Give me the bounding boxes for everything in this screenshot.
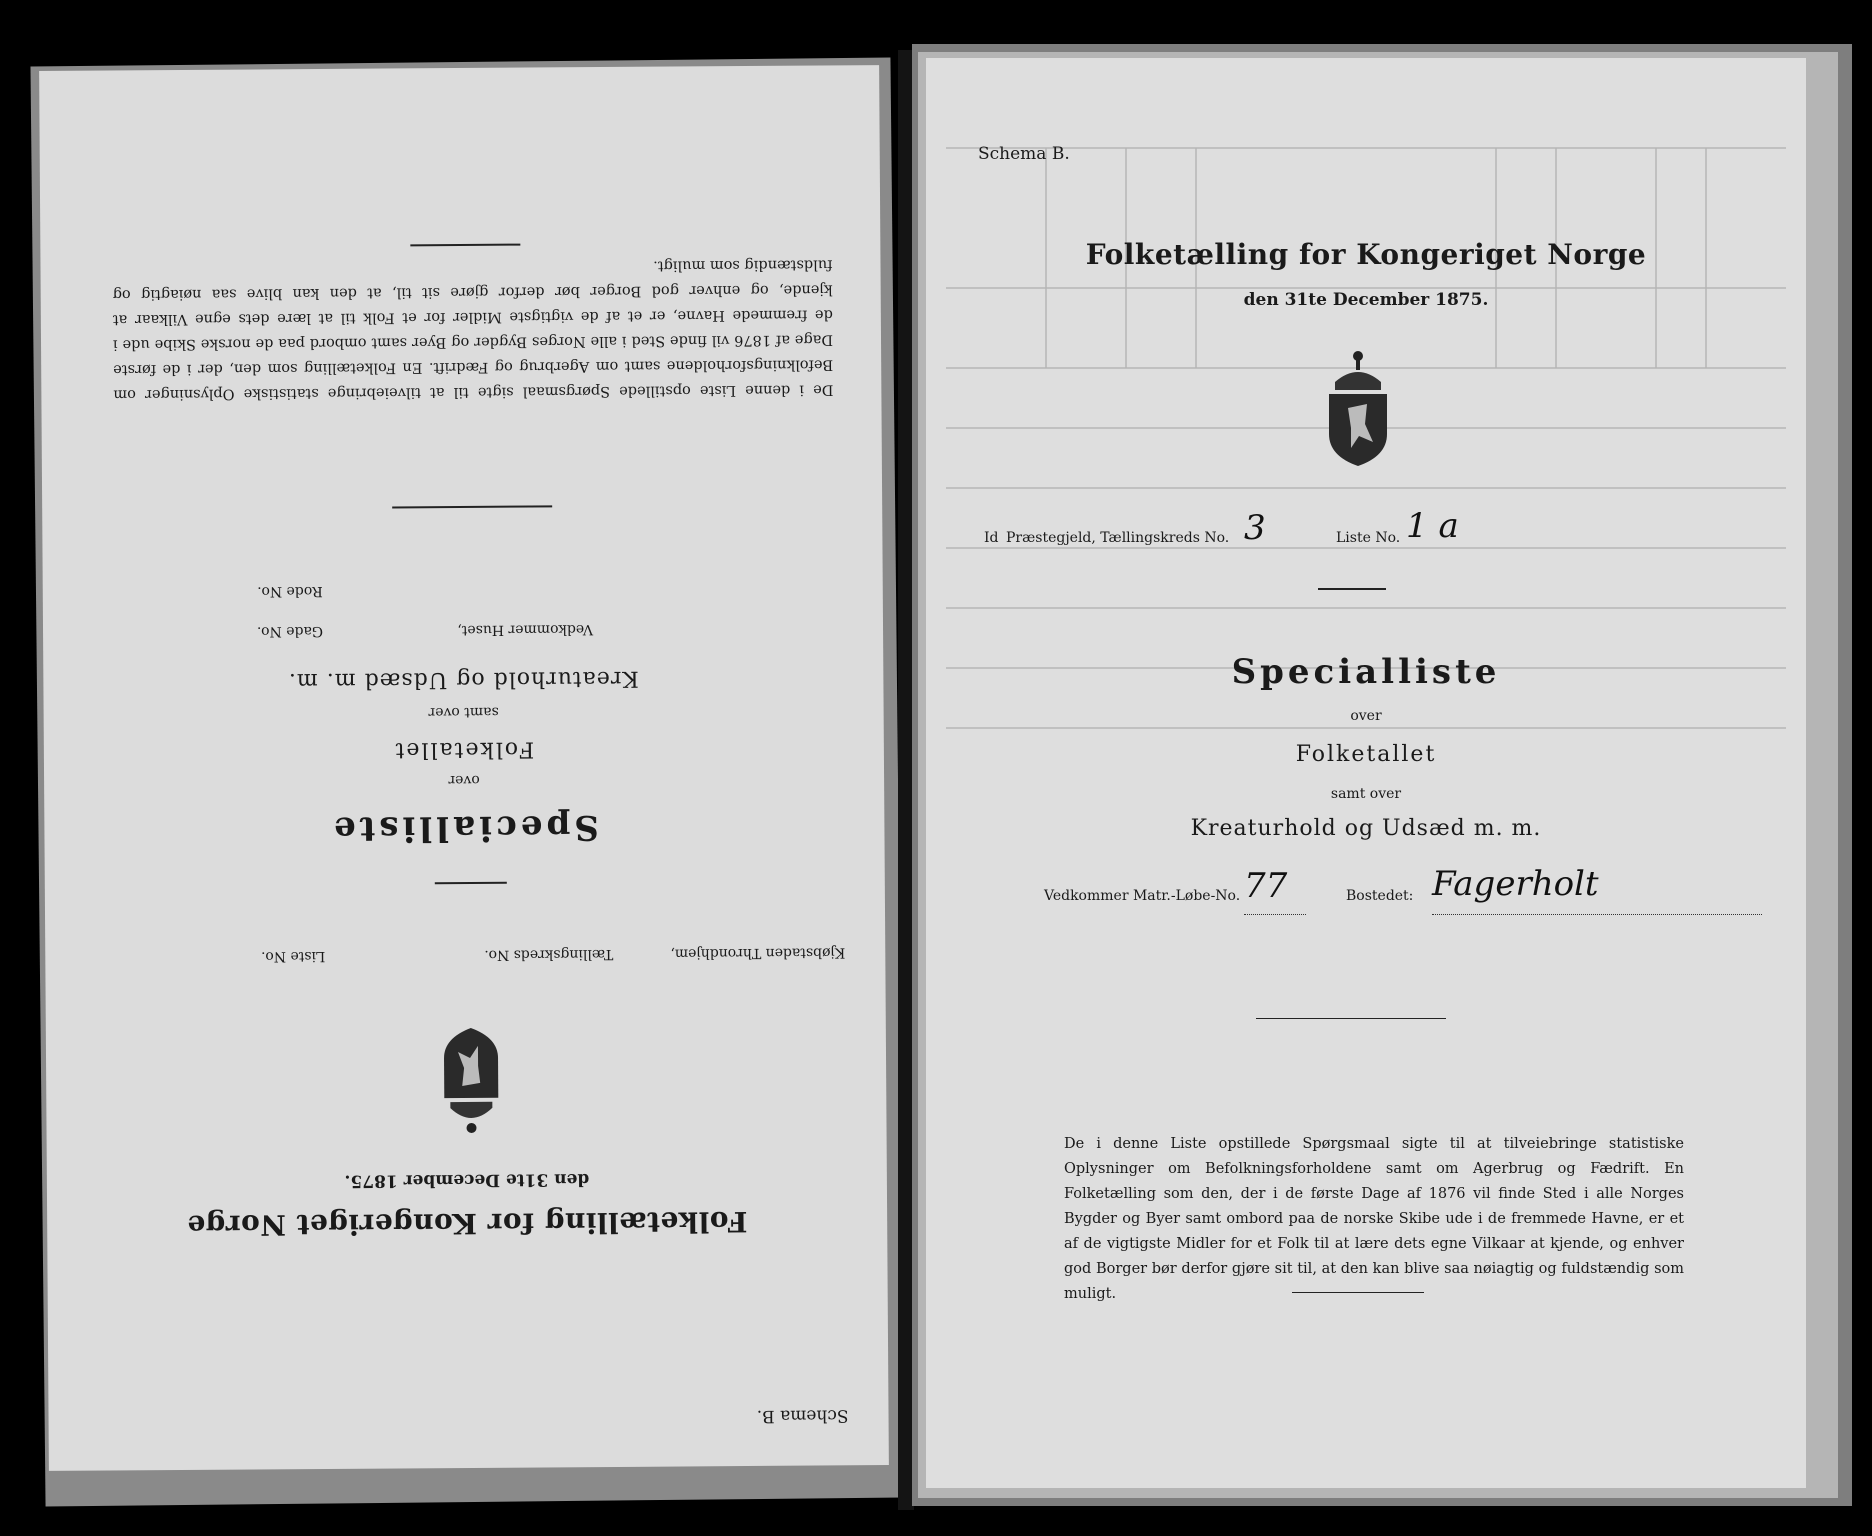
over-label: over xyxy=(1350,708,1382,724)
tellingskreds-value: 3 xyxy=(1244,508,1266,548)
left-heading: Specialliste xyxy=(329,807,599,849)
left-title: Folketælling for Kongeriget Norge xyxy=(186,1205,748,1242)
left-divider-3 xyxy=(410,244,520,247)
bostedet-label: Bostedet: xyxy=(1346,888,1414,904)
left-folketallet: Folketallet xyxy=(393,736,535,763)
left-divider xyxy=(435,882,507,885)
left-page-rotated-content xyxy=(39,65,889,1471)
left-rode-label: Rode No. xyxy=(257,582,323,600)
matr-value: 77 xyxy=(1244,866,1288,906)
left-tellingskreds-label: Tællingskreds No. xyxy=(484,945,614,963)
folketallet-label: Folketallet xyxy=(1295,742,1437,767)
left-kreaturhold: Kreaturhold og Udsæd m. m. xyxy=(287,665,639,694)
left-liste-label: Liste No. xyxy=(261,947,326,965)
left-date: den 31te December 1875. xyxy=(344,1169,590,1191)
census-date: den 31te December 1875. xyxy=(1243,290,1489,310)
divider-1 xyxy=(1318,588,1386,590)
liste-value: 1 a xyxy=(1406,506,1459,546)
left-divider-2 xyxy=(392,505,552,508)
kreaturhold-label: Kreaturhold og Udsæd m. m. xyxy=(1190,816,1542,841)
matr-label: Vedkommer Matr.-Løbe-No. xyxy=(1044,888,1241,904)
left-vedkommer-huset: Vedkommer Huset, xyxy=(457,621,594,639)
left-instruction: De i denne Liste opstillede Spørgsmaal sigte til at tilveiebringe statistiske Oplysninger om Befolkningsforholdene samt om Agerbrug og Fædrift. En Folketælling som den, der i de første Dage af 1876 vil finde Sted i alle Norges Bygder og Byer samt ombord paa de norske Skibe ude i de fremmede Havne, er et af de vigtigste Midler for et Folk til at lære dets egne Vilkaar at kjende, og enhver god Borger bør derfor gjøre sit til, at den kan blive saa nøiagtig og fuldstændig som muligt. xyxy=(112,256,834,403)
coat-of-arms-icon xyxy=(434,1026,509,1139)
divider-2 xyxy=(1256,1018,1446,1019)
left-page xyxy=(39,65,889,1471)
coat-of-arms-icon xyxy=(1321,348,1395,468)
prestegjeld-prefix: Id xyxy=(984,530,999,546)
left-schema-label: Schema B. xyxy=(756,1405,849,1426)
right-page xyxy=(926,58,1806,1488)
samt-over-label: samt over xyxy=(1330,786,1402,802)
specialliste-heading: Specialliste xyxy=(1231,652,1501,692)
bostedet-value: Fagerholt xyxy=(1432,864,1599,904)
liste-label: Liste No. xyxy=(1336,530,1401,546)
left-kjobstaden: Kjøbstaden Throndhjem, xyxy=(670,944,846,962)
left-samt-over: samt over xyxy=(428,703,499,721)
left-gade-label: Gade No. xyxy=(256,622,324,640)
matr-underline xyxy=(1244,914,1306,915)
census-title: Folketælling for Kongeriget Norge xyxy=(1085,238,1647,271)
prestegjeld-label: Præstegjeld, Tællingskreds No. xyxy=(1006,530,1230,546)
schema-label: Schema B. xyxy=(978,144,1070,164)
bostedet-underline xyxy=(1432,914,1762,915)
left-over: over xyxy=(448,771,480,789)
instruction-paragraph: De i denne Liste opstillede Spørgsmaal sigte til at tilveiebringe statistiske Oplysninger om Befolkningsforholdene samt om Agerbrug og Fædrift. En Folketælling som den, der i de første Dage af 1876 vil finde Sted i alle Norges Bygder og Byer samt ombord paa de norske Skibe ude i de fremmede Havne, er et af de vigtigste Midler for et Folk til at lære dets egne Vilkaar at kjende, og enhver god Borger bør derfor gjøre sit til, at den kan blive saa nøiagtig og fuldstændig som muligt. xyxy=(1064,1136,1684,1302)
divider-3 xyxy=(1292,1292,1424,1293)
